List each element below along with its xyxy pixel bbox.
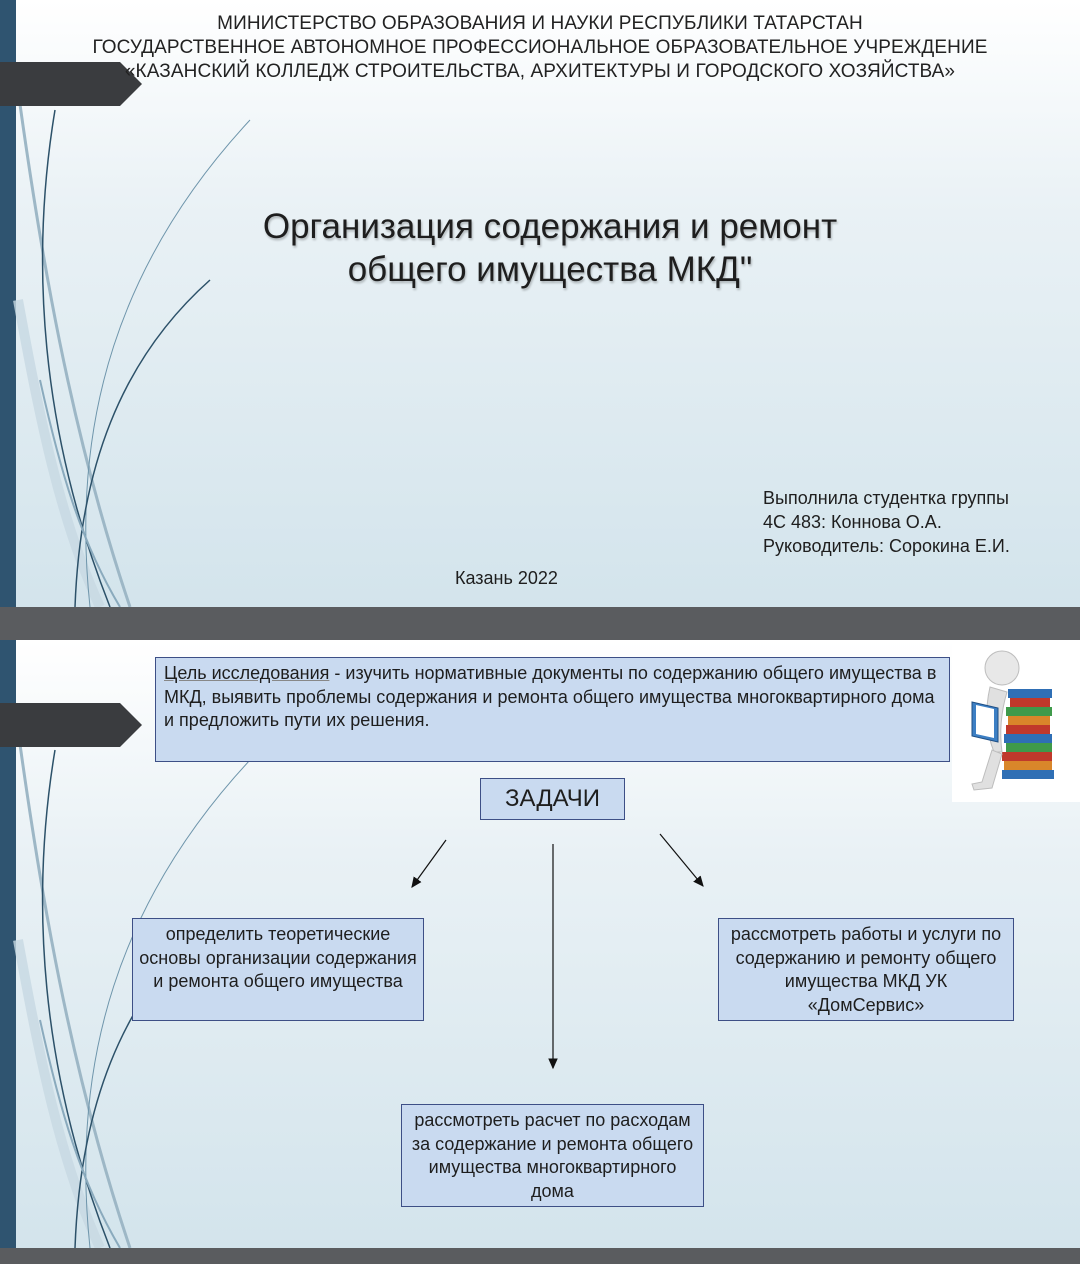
task-cost-calculation: рассмотреть расчет по расходам за содержание и ремонта общего имущества многоквартирного дома [401,1104,704,1207]
goals-slide [0,640,1080,1248]
task-theoretical-basis: определить теоретические основы организации содержания и ремонта общего имущества [132,918,424,1021]
institution-line: ГОСУДАРСТВЕННОЕ АВТОНОМНОЕ ПРОФЕССИОНАЛЬНОЕ ОБРАЗОВАТЕЛЬНОЕ УЧРЕЖДЕНИЕ [92,37,988,58]
author-line-1: Выполнила студентка группы [763,488,1009,508]
title-slide [0,0,1080,607]
page-title-line-2: общего имущества МКД" [347,250,753,289]
goal-lead: Цель исследования [164,663,330,683]
tasks-heading: ЗАДАЧИ [480,778,625,820]
college-line: «КАЗАНСКИЙ КОЛЛЕДЖ СТРОИТЕЛЬСТВА, АРХИТЕКТУРЫ И ГОРОДСКОГО ХОЗЯЙСТВА» [124,61,956,82]
author-line-2: 4С 483: Коннова О.А. [763,512,942,532]
supervisor-line: Руководитель: Сорокина Е.И. [763,536,1010,556]
ministry-line: МИНИСТЕРСТВО ОБРАЗОВАНИЯ И НАУКИ РЕСПУБЛИКИ ТАТАРСТАН [217,13,863,34]
goal-text: - изучить нормативные документы по содержанию общего имущества в МКД, выявить проблемы содержания и ремонта общего имущества многоквартирного дома и предложить пути их решения. [164,663,937,730]
task-works-and-services: рассмотреть работы и услуги по содержанию и ремонту общего имущества МКД УК «ДомСервис» [718,918,1014,1021]
page-title-line-1: Организация содержания и ремонт [262,207,838,246]
city-year: Казань 2022 [455,568,558,588]
